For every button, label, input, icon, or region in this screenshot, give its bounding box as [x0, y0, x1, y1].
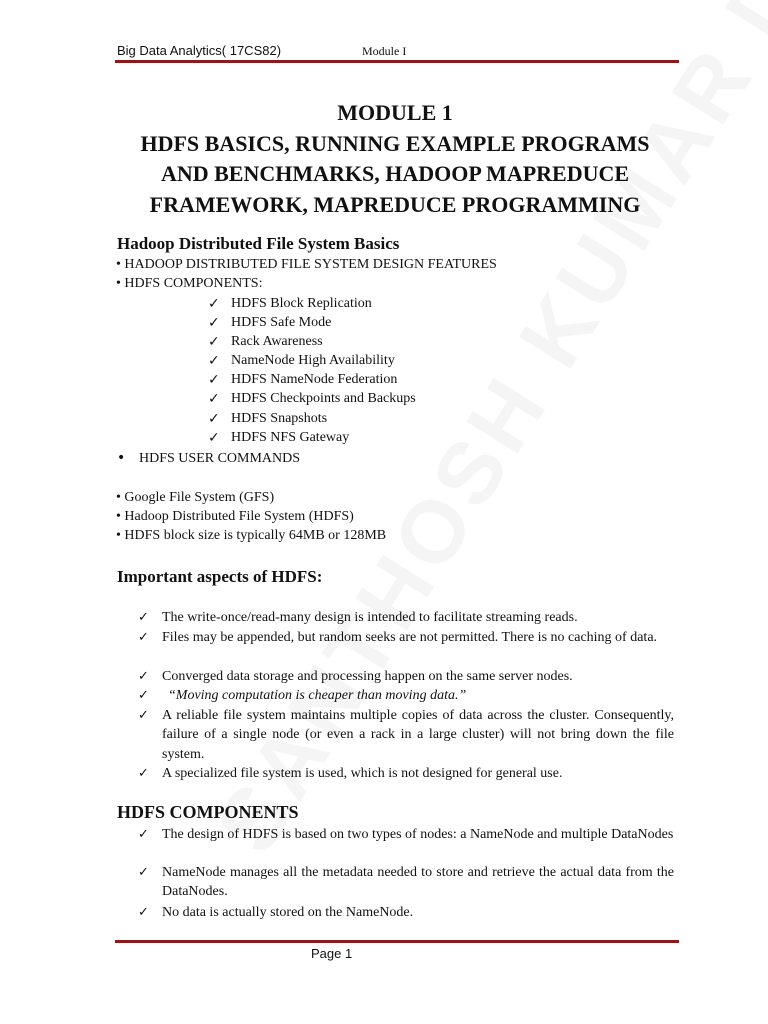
check-icon: ✓	[208, 372, 220, 388]
list-item: NameNode High Availability	[231, 353, 395, 368]
title-line: MODULE 1	[337, 100, 453, 125]
check-icon: ✓	[138, 905, 149, 920]
check-icon: ✓	[208, 430, 220, 446]
bullet-design-features: • HADOOP DISTRIBUTED FILE SYSTEM DESIGN FEATURES	[116, 257, 497, 272]
check-icon: ✓	[138, 827, 149, 842]
aspect-item	[138, 706, 674, 764]
aspect-item	[138, 628, 674, 647]
check-icon: ✓	[138, 610, 149, 625]
bullet-user-commands: HDFS USER COMMANDS	[139, 451, 301, 466]
aspect-item	[138, 608, 674, 627]
aspect-item	[138, 667, 674, 686]
list-item: Rack Awareness	[231, 334, 323, 349]
component-text: No data is actually stored on the NameNode.	[162, 905, 414, 920]
fact-line: • Google File System (GFS)	[116, 490, 275, 505]
component-item	[138, 825, 674, 844]
page-number: Page 1	[311, 946, 353, 961]
bullet-dot-icon: •	[117, 450, 126, 466]
check-icon: ✓	[208, 296, 220, 312]
component-item	[138, 863, 674, 902]
check-icon: ✓	[138, 708, 149, 723]
check-icon: ✓	[208, 334, 220, 350]
title-line: AND BENCHMARKS, HADOOP MAPREDUCE	[160, 161, 630, 186]
title-line: FRAMEWORK, MAPREDUCE PROGRAMMING	[149, 191, 641, 217]
check-icon: ✓	[208, 391, 220, 407]
header-rule	[115, 60, 679, 63]
aspect-text: Files may be appended, but random seeks are not permitted. There is no caching of data.	[162, 630, 658, 645]
title-line: HDFS BASICS, RUNNING EXAMPLE PROGRAMS	[140, 130, 650, 156]
bullet-components: • HDFS COMPONENTS:	[116, 276, 263, 291]
section-heading: HDFS COMPONENTS	[117, 802, 299, 822]
component-text: NameNode manages all the metadata needed to store and retrieve the actual data from the DataNodes.	[162, 865, 674, 900]
list-item: HDFS Block Replication	[231, 296, 372, 311]
check-icon: ✓	[138, 865, 149, 880]
fact-line: • HDFS block size is typically 64MB or 128MB	[116, 528, 387, 543]
aspect-item	[138, 764, 674, 783]
aspect-text: The write-once/read-many design is intended to facilitate streaming reads.	[162, 610, 578, 625]
check-icon: ✓	[138, 669, 149, 684]
component-text: The design of HDFS is based on two types of nodes: a NameNode and multiple DataNodes	[162, 827, 674, 842]
list-item: HDFS Snapshots	[231, 411, 328, 426]
check-icon: ✓	[138, 630, 149, 645]
aspect-item	[138, 686, 674, 705]
footer-rule	[115, 940, 679, 943]
aspect-text: A reliable file system maintains multiple copies of data across the cluster. Consequently, failure of a single node (or even a rack in a large cluster) will not bring down the file system.	[162, 708, 674, 762]
aspect-text: Converged data storage and processing happen on the same server nodes.	[162, 669, 573, 684]
header-module: Module I	[362, 44, 407, 58]
page-title	[115, 98, 675, 220]
check-icon: ✓	[138, 766, 149, 781]
list-item: HDFS NFS Gateway	[231, 430, 350, 445]
section-heading: Hadoop Distributed File System Basics	[117, 234, 400, 253]
list-item: HDFS Checkpoints and Backups	[231, 391, 416, 406]
check-icon: ✓	[208, 411, 220, 427]
check-icon: ✓	[208, 353, 220, 369]
header-course: Big Data Analytics( 17CS82)	[117, 43, 282, 58]
component-item	[138, 903, 674, 922]
check-icon: ✓	[138, 688, 149, 703]
list-item: HDFS Safe Mode	[231, 315, 332, 330]
list-item: HDFS NameNode Federation	[231, 372, 398, 387]
section-heading: Important aspects of HDFS:	[117, 567, 323, 586]
fact-line: • Hadoop Distributed File System (HDFS)	[116, 509, 354, 524]
aspect-text: A specialized file system is used, which is not designed for general use.	[162, 766, 563, 781]
aspect-text: “Moving computation is cheaper than moving data.”	[168, 688, 467, 703]
check-icon: ✓	[208, 315, 220, 331]
